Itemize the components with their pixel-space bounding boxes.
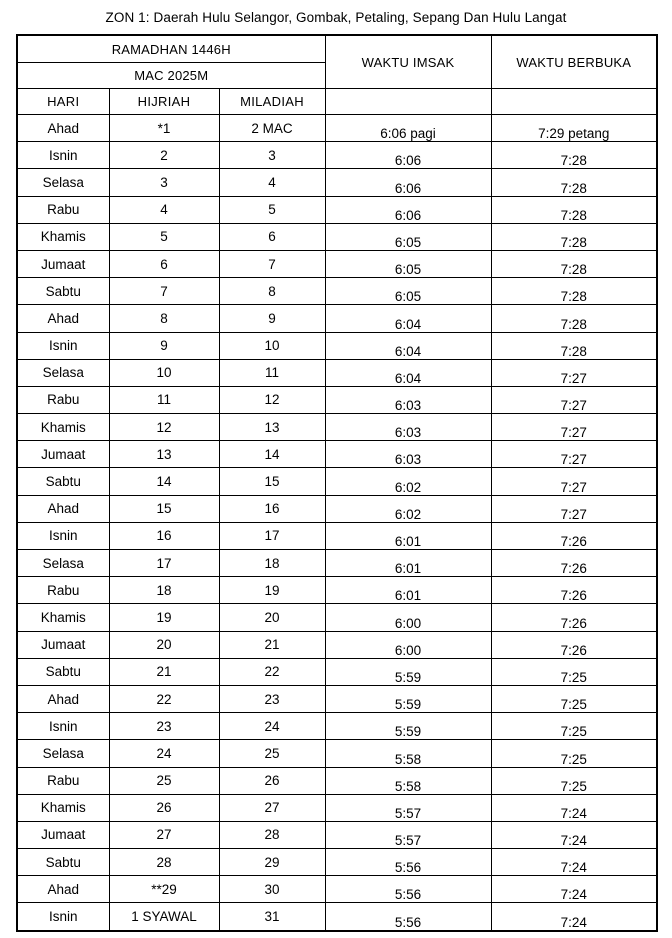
cell-miladiah: 4 — [219, 169, 325, 196]
cell-imsak: 6:05 — [325, 278, 491, 305]
cell-hari: Ahad — [17, 876, 109, 903]
cell-hijriah: 26 — [109, 794, 219, 821]
cell-imsak: 6:06 — [325, 142, 491, 169]
table-row — [17, 495, 657, 522]
cell-berbuka: 7:26 — [491, 577, 657, 604]
cell-hijriah: 22 — [109, 685, 219, 712]
cell-berbuka: 7:26 — [491, 604, 657, 631]
cell-miladiah: 12 — [219, 386, 325, 413]
cell-miladiah: 15 — [219, 468, 325, 495]
cell-imsak: 5:58 — [325, 740, 491, 767]
cell-berbuka: 7:26 — [491, 522, 657, 549]
cell-hari: Selasa — [17, 359, 109, 386]
cell-hijriah: 8 — [109, 305, 219, 332]
cell-hari: Rabu — [17, 577, 109, 604]
cell-hari: Jumaat — [17, 631, 109, 658]
cell-berbuka: 7:25 — [491, 713, 657, 740]
cell-berbuka: 7:28 — [491, 278, 657, 305]
cell-imsak: 6:00 — [325, 631, 491, 658]
cell-berbuka: 7:29 petang — [491, 115, 657, 142]
table-row — [17, 414, 657, 441]
cell-berbuka: 7:28 — [491, 169, 657, 196]
cell-imsak: 5:56 — [325, 849, 491, 876]
table-row — [17, 115, 657, 142]
table-row — [17, 550, 657, 577]
cell-hari: Selasa — [17, 740, 109, 767]
table-row — [17, 441, 657, 468]
cell-hari: Rabu — [17, 386, 109, 413]
cell-berbuka: 7:28 — [491, 196, 657, 223]
cell-berbuka: 7:24 — [491, 876, 657, 903]
cell-miladiah: 8 — [219, 278, 325, 305]
cell-miladiah: 28 — [219, 821, 325, 848]
cell-berbuka: 7:25 — [491, 685, 657, 712]
cell-miladiah: 23 — [219, 685, 325, 712]
cell-hari: Rabu — [17, 767, 109, 794]
cell-hari: Jumaat — [17, 441, 109, 468]
cell-miladiah: 9 — [219, 305, 325, 332]
cell-berbuka: 7:27 — [491, 386, 657, 413]
table-row — [17, 577, 657, 604]
cell-hari: Jumaat — [17, 250, 109, 277]
cell-hari: Ahad — [17, 495, 109, 522]
cell-miladiah: 25 — [219, 740, 325, 767]
cell-hari: Isnin — [17, 522, 109, 549]
cell-berbuka: 7:24 — [491, 849, 657, 876]
cell-berbuka: 7:25 — [491, 767, 657, 794]
cell-hijriah: 19 — [109, 604, 219, 631]
cell-hijriah: 7 — [109, 278, 219, 305]
cell-berbuka: 7:26 — [491, 550, 657, 577]
cell-hijriah: 10 — [109, 359, 219, 386]
cell-hijriah: 1 SYAWAL — [109, 903, 219, 931]
cell-hijriah: 25 — [109, 767, 219, 794]
cell-berbuka: 7:28 — [491, 332, 657, 359]
table-row — [17, 305, 657, 332]
table-row — [17, 522, 657, 549]
cell-imsak: 6:01 — [325, 522, 491, 549]
table-header-row-1 — [17, 35, 657, 63]
table-row — [17, 223, 657, 250]
table-row — [17, 794, 657, 821]
cell-hari: Khamis — [17, 414, 109, 441]
table-row — [17, 250, 657, 277]
table-row — [17, 740, 657, 767]
cell-hari: Rabu — [17, 196, 109, 223]
table-row — [17, 386, 657, 413]
header-col-hari: HARI — [17, 89, 109, 115]
cell-berbuka: 7:28 — [491, 142, 657, 169]
cell-miladiah: 14 — [219, 441, 325, 468]
cell-imsak: 6:05 — [325, 250, 491, 277]
cell-hijriah: 16 — [109, 522, 219, 549]
cell-imsak: 6:05 — [325, 223, 491, 250]
table-header-row-3 — [17, 89, 657, 115]
prayer-times-table — [16, 34, 658, 932]
cell-imsak: 6:03 — [325, 386, 491, 413]
cell-hijriah: 4 — [109, 196, 219, 223]
header-waktu-berbuka: WAKTU BERBUKA — [491, 35, 657, 89]
cell-hijriah: 20 — [109, 631, 219, 658]
cell-imsak: 5:57 — [325, 794, 491, 821]
cell-berbuka: 7:24 — [491, 821, 657, 848]
cell-hijriah: 6 — [109, 250, 219, 277]
header-waktu-imsak: WAKTU IMSAK — [325, 35, 491, 89]
cell-imsak: 6:06 pagi — [325, 115, 491, 142]
cell-imsak: 6:03 — [325, 441, 491, 468]
cell-miladiah: 18 — [219, 550, 325, 577]
cell-miladiah: 5 — [219, 196, 325, 223]
cell-hijriah: 21 — [109, 658, 219, 685]
cell-miladiah: 20 — [219, 604, 325, 631]
cell-berbuka: 7:28 — [491, 250, 657, 277]
cell-hijriah: 13 — [109, 441, 219, 468]
cell-miladiah: 17 — [219, 522, 325, 549]
cell-imsak: 6:01 — [325, 577, 491, 604]
table-row — [17, 278, 657, 305]
cell-hijriah: 28 — [109, 849, 219, 876]
cell-hijriah: 9 — [109, 332, 219, 359]
table-body — [17, 35, 657, 931]
cell-miladiah: 24 — [219, 713, 325, 740]
table-row — [17, 332, 657, 359]
cell-imsak: 5:57 — [325, 821, 491, 848]
cell-miladiah: 10 — [219, 332, 325, 359]
header-col-berbuka-blank — [491, 89, 657, 115]
cell-imsak: 6:03 — [325, 414, 491, 441]
cell-berbuka: 7:27 — [491, 359, 657, 386]
cell-hari: Selasa — [17, 550, 109, 577]
cell-berbuka: 7:27 — [491, 414, 657, 441]
cell-miladiah: 2 MAC — [219, 115, 325, 142]
cell-hijriah: 17 — [109, 550, 219, 577]
cell-miladiah: 3 — [219, 142, 325, 169]
header-col-imsak-blank — [325, 89, 491, 115]
cell-hijriah: 24 — [109, 740, 219, 767]
cell-imsak: 6:02 — [325, 468, 491, 495]
table-row — [17, 169, 657, 196]
cell-berbuka: 7:25 — [491, 740, 657, 767]
cell-hijriah: *1 — [109, 115, 219, 142]
cell-hari: Ahad — [17, 305, 109, 332]
cell-hari: Sabtu — [17, 468, 109, 495]
table-row — [17, 658, 657, 685]
cell-miladiah: 29 — [219, 849, 325, 876]
table-row — [17, 876, 657, 903]
table-row — [17, 903, 657, 931]
cell-imsak: 5:58 — [325, 767, 491, 794]
cell-imsak: 6:04 — [325, 359, 491, 386]
cell-miladiah: 6 — [219, 223, 325, 250]
cell-miladiah: 26 — [219, 767, 325, 794]
cell-imsak: 6:06 — [325, 169, 491, 196]
cell-hari: Selasa — [17, 169, 109, 196]
cell-imsak: 6:02 — [325, 495, 491, 522]
cell-hari: Sabtu — [17, 658, 109, 685]
header-col-miladiah: MILADIAH — [219, 89, 325, 115]
cell-berbuka: 7:27 — [491, 441, 657, 468]
cell-hijriah: 23 — [109, 713, 219, 740]
cell-berbuka: 7:28 — [491, 305, 657, 332]
cell-miladiah: 27 — [219, 794, 325, 821]
cell-hari: Khamis — [17, 794, 109, 821]
table-row — [17, 631, 657, 658]
cell-imsak: 5:59 — [325, 685, 491, 712]
zone-title: ZON 1: Daerah Hulu Selangor, Gombak, Petaling, Sepang Dan Hulu Langat — [105, 10, 567, 25]
cell-berbuka: 7:26 — [491, 631, 657, 658]
cell-hijriah: 12 — [109, 414, 219, 441]
cell-hijriah: **29 — [109, 876, 219, 903]
table-row — [17, 685, 657, 712]
cell-imsak: 6:06 — [325, 196, 491, 223]
cell-imsak: 5:56 — [325, 903, 491, 931]
cell-miladiah: 30 — [219, 876, 325, 903]
cell-miladiah: 11 — [219, 359, 325, 386]
cell-berbuka: 7:24 — [491, 903, 657, 931]
cell-hijriah: 11 — [109, 386, 219, 413]
table-row — [17, 196, 657, 223]
cell-imsak: 5:59 — [325, 658, 491, 685]
table-row — [17, 359, 657, 386]
cell-hijriah: 15 — [109, 495, 219, 522]
table-row — [17, 767, 657, 794]
cell-hari: Isnin — [17, 713, 109, 740]
cell-hari: Sabtu — [17, 849, 109, 876]
cell-hari: Sabtu — [17, 278, 109, 305]
header-month-hijri: RAMADHAN 1446H — [17, 35, 325, 63]
cell-hijriah: 18 — [109, 577, 219, 604]
cell-hari: Isnin — [17, 903, 109, 931]
cell-hari: Ahad — [17, 685, 109, 712]
cell-imsak: 6:04 — [325, 332, 491, 359]
cell-hijriah: 2 — [109, 142, 219, 169]
cell-hari: Jumaat — [17, 821, 109, 848]
cell-imsak: 6:01 — [325, 550, 491, 577]
cell-miladiah: 21 — [219, 631, 325, 658]
cell-hari: Ahad — [17, 115, 109, 142]
cell-miladiah: 13 — [219, 414, 325, 441]
cell-berbuka: 7:25 — [491, 658, 657, 685]
cell-miladiah: 19 — [219, 577, 325, 604]
cell-imsak: 5:56 — [325, 876, 491, 903]
header-month-gregorian: MAC 2025M — [17, 63, 325, 89]
cell-miladiah: 31 — [219, 903, 325, 931]
cell-hari: Isnin — [17, 142, 109, 169]
cell-hari: Khamis — [17, 604, 109, 631]
cell-berbuka: 7:28 — [491, 223, 657, 250]
header-col-hijriah: HIJRIAH — [109, 89, 219, 115]
cell-imsak: 6:00 — [325, 604, 491, 631]
cell-miladiah: 7 — [219, 250, 325, 277]
cell-hijriah: 3 — [109, 169, 219, 196]
cell-hari: Isnin — [17, 332, 109, 359]
cell-hijriah: 27 — [109, 821, 219, 848]
cell-berbuka: 7:27 — [491, 495, 657, 522]
cell-imsak: 6:04 — [325, 305, 491, 332]
table-row — [17, 821, 657, 848]
table-row — [17, 713, 657, 740]
cell-miladiah: 22 — [219, 658, 325, 685]
cell-imsak: 5:59 — [325, 713, 491, 740]
table-row — [17, 468, 657, 495]
cell-berbuka: 7:27 — [491, 468, 657, 495]
cell-berbuka: 7:24 — [491, 794, 657, 821]
cell-hari: Khamis — [17, 223, 109, 250]
table-row — [17, 604, 657, 631]
cell-hijriah: 5 — [109, 223, 219, 250]
table-row — [17, 849, 657, 876]
cell-hijriah: 14 — [109, 468, 219, 495]
cell-miladiah: 16 — [219, 495, 325, 522]
table-row — [17, 142, 657, 169]
